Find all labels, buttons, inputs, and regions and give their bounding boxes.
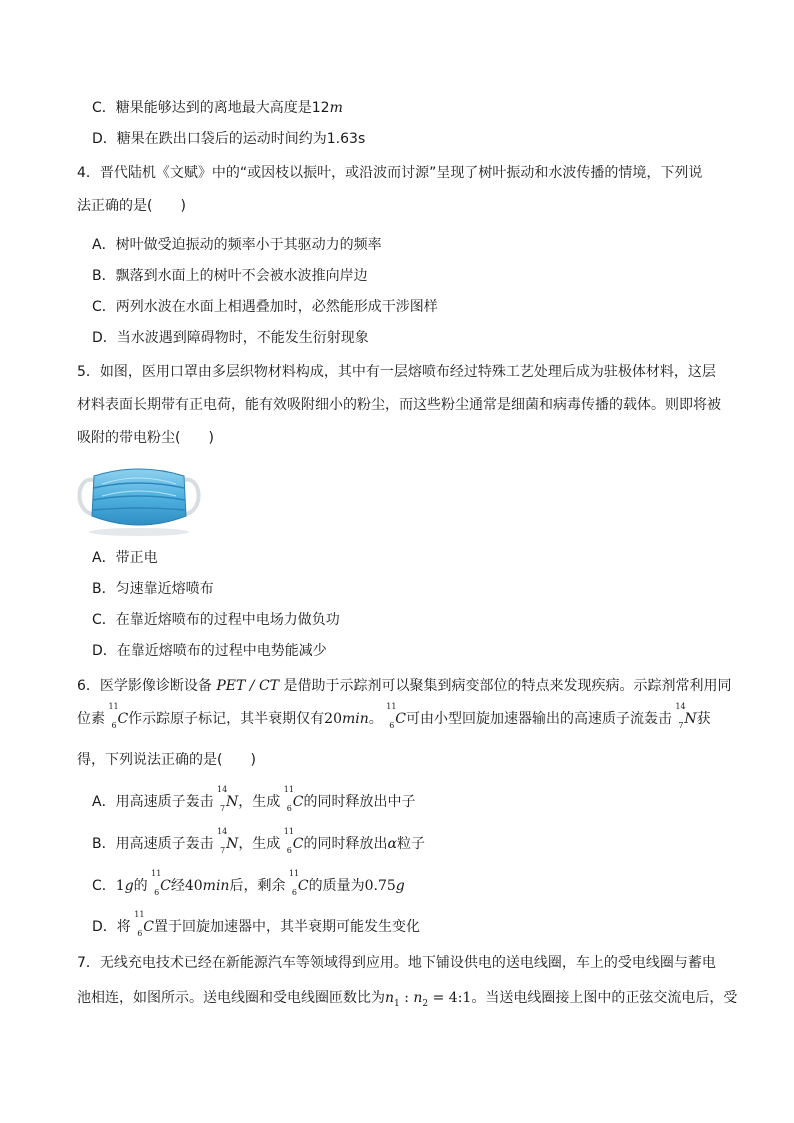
carbon-11-nuclide: 11 6 C (288, 869, 309, 897)
q6-option-b: B．用高速质子轰击 14 7 N，生成 11 6 C的同时释放出α粒子 (92, 827, 425, 855)
q5-stem-line2: 材料表面长期带有正电荷，能有效吸附细小的粉尘，而这些粉尘通常是细菌和病毒传播的载体。则即将被 (77, 397, 721, 413)
q7-stem-line1: 7．无线充电技术已经在新能源汽车等领域得到应用。地下铺设供电的送电线圈，车上的受电线圈与蓄电 (77, 955, 716, 971)
nitrogen-14-nuclide: 14 7 N (217, 785, 239, 813)
carbon-11-nuclide: 11 6 C (108, 702, 129, 730)
q5-stem-line3: 吸附的带电粉尘( ) (77, 430, 214, 446)
carbon-11-nuclide: 11 6 C (283, 785, 304, 813)
q4-option-a: A．树叶做受迫振动的频率小于其驱动力的频率 (92, 237, 382, 253)
q5-stem-line1: 5．如图，医用口罩由多层织物材料构成，其中有一层熔喷布经过特殊工艺处理后成为驻极体材料，这层 (77, 364, 716, 380)
q6-option-a: A．用高速质子轰击 14 7 N，生成 11 6 C的同时释放出中子 (92, 785, 416, 813)
q3-option-c: C．糖果能够达到的离地最大高度是12m (92, 100, 343, 116)
q4-option-c: C．两列水波在水面上相遇叠加时，必然能形成干涉图样 (92, 299, 438, 315)
carbon-11-nuclide: 11 6 C (134, 910, 154, 938)
carbon-11-nuclide: 11 6 C (151, 869, 171, 897)
nitrogen-14-nuclide: 14 7 N (217, 827, 239, 855)
q6-stem-line2: 位素 11 6 C作示踪原子标记，其半衰期仅有20min。 11 6 C可由小型回旋加速器输出的高速质子流轰击 14 7 N获 (77, 702, 711, 730)
q5-option-c: C．在靠近熔喷布的过程中电场力做负功 (92, 612, 340, 628)
q7-stem-line2: 池相连，如图所示。送电线圈和受电线圈匝数比为$n_1$ : $n_2$ = 4:1。当送电线圈接上图中的正弦交流电后，受 (77, 990, 738, 1009)
q5-option-a: A．带正电 (92, 550, 158, 566)
q4-option-d: D．当水波遇到障碍物时，不能发生衍射现象 (92, 330, 369, 346)
surgical-mask-image (72, 458, 206, 538)
q5-option-b: B．匀速靠近熔喷布 (92, 581, 214, 597)
q4-stem-line1: 4．晋代陆机《文赋》中的“或因枝以振叶，或沿波而讨源”呈现了树叶振动和水波传播的情境，下列说 (77, 165, 703, 181)
q6-option-c: C．1g的 11 6 C经40min后，剩余 11 6 C的质量为0.75g (92, 869, 405, 897)
q4-stem-line2: 法正确的是( ) (77, 198, 186, 214)
q4-option-b: B．飘落到水面上的树叶不会被水波推向岸边 (92, 268, 368, 284)
carbon-11-nuclide: 11 6 C (283, 827, 304, 855)
q6-stem-line3: 得，下列说法正确的是( ) (77, 752, 256, 768)
nitrogen-14-nuclide: 14 7 N (675, 702, 697, 730)
q5-option-d: D．在靠近熔喷布的过程中电势能减少 (92, 643, 327, 659)
carbon-11-nuclide: 11 6 C (386, 702, 406, 730)
q6-stem-line1: 6．医学影像诊断设备 PET / CT 是借助于示踪剂可以聚集到病变部位的特点来发现疾病。示踪剂常利用同 (77, 678, 732, 694)
q3-option-d: D．糖果在跌出口袋后的运动时间约为1.63s (92, 131, 366, 147)
q6-option-d: D．将 11 6 C置于回旋加速器中，其半衰期可能发生变化 (92, 910, 420, 938)
